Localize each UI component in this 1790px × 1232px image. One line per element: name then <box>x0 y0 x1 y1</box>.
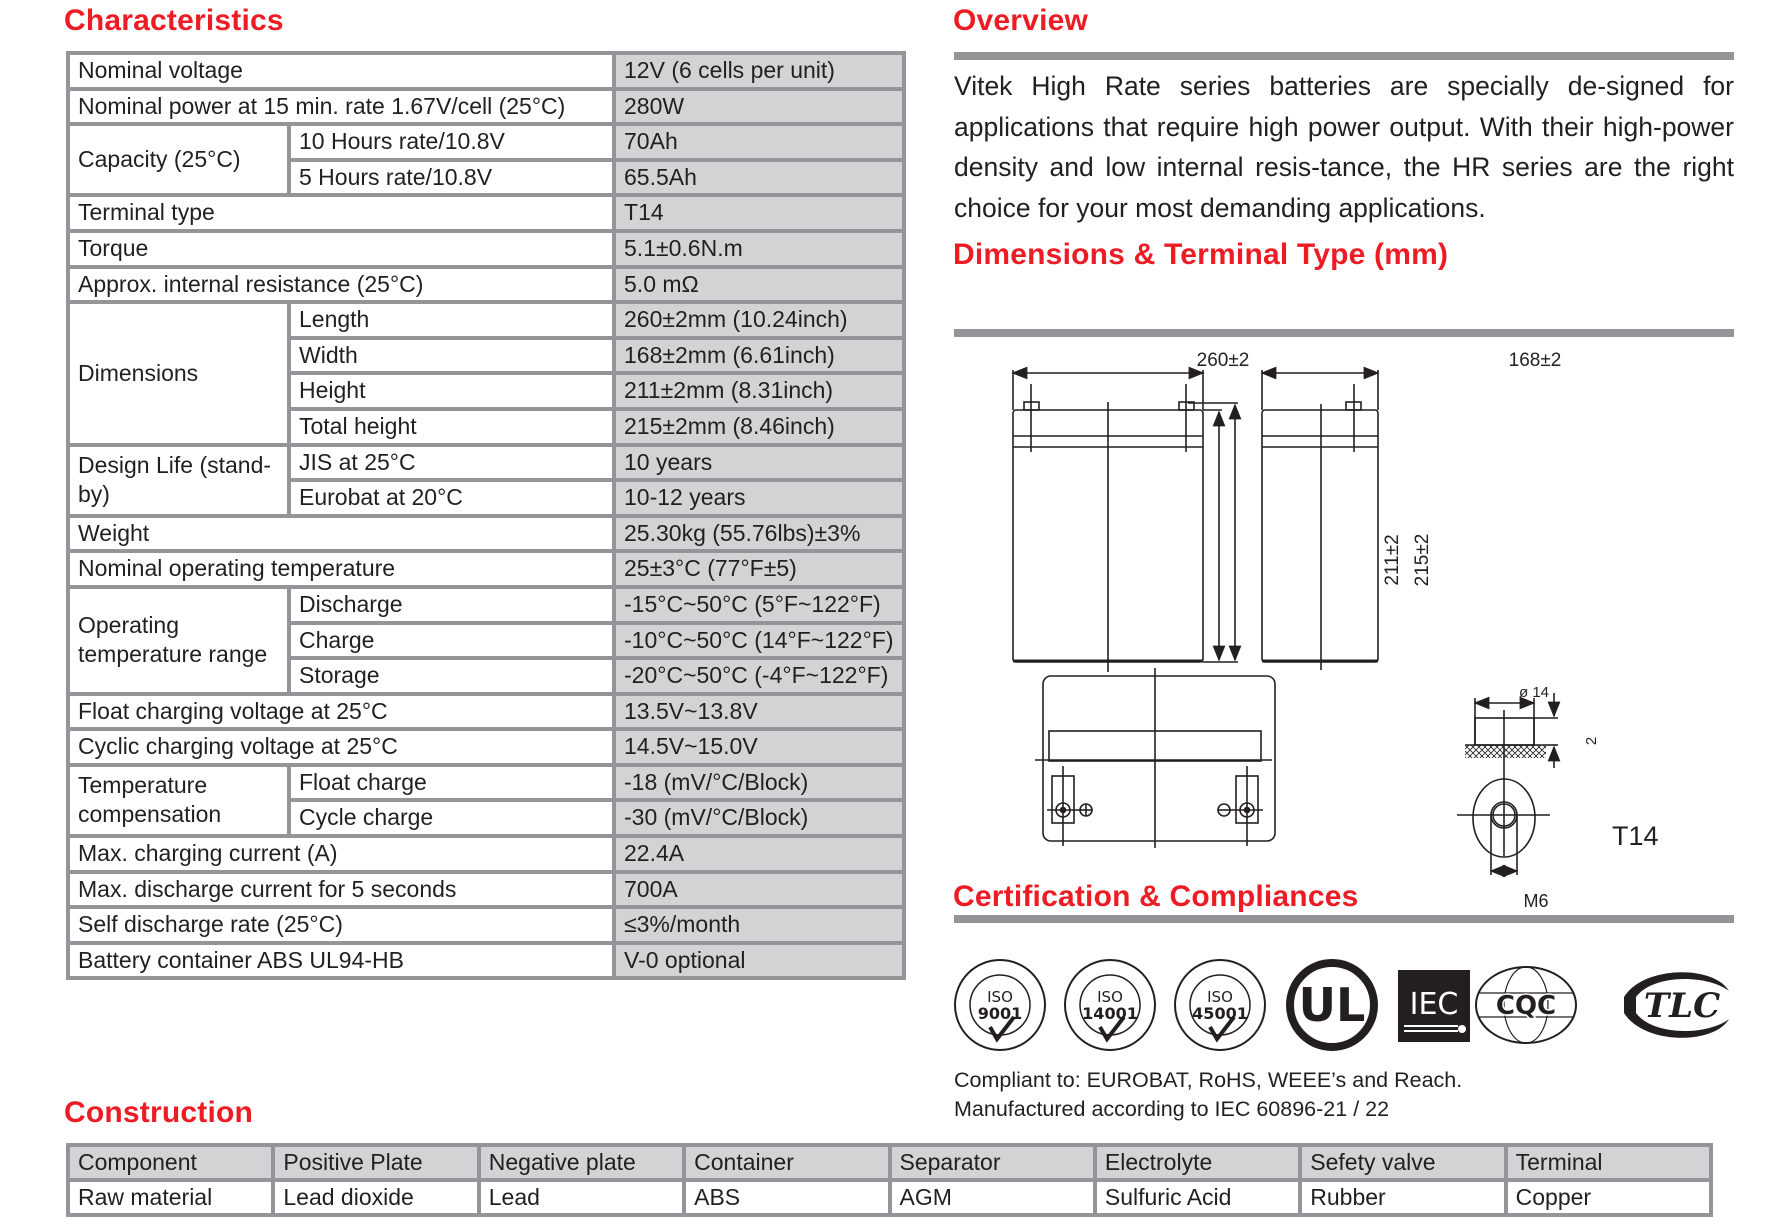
spec-value: -18 (mV/°C/Block) <box>614 765 904 801</box>
certification-logos <box>954 955 1734 1065</box>
spec-label: Nominal voltage <box>68 53 614 89</box>
spec-value: 25±3°C (77°F±5) <box>614 551 904 587</box>
thread-label: M6 <box>1523 891 1549 911</box>
spec-sublabel: Discharge <box>289 587 614 623</box>
spec-sublabel: Charge <box>289 623 614 659</box>
svg-text:ISO: ISO <box>1207 988 1233 1006</box>
certification-heading: Certification & Compliances <box>953 880 1359 913</box>
spec-value: 14.5V~15.0V <box>614 729 904 765</box>
spec-value: 211±2mm (8.31inch) <box>614 373 904 409</box>
spec-label: Max. discharge current for 5 seconds <box>68 872 614 908</box>
spec-sublabel: Total height <box>289 409 614 445</box>
spec-value: 12V (6 cells per unit) <box>614 53 904 89</box>
spec-label: Nominal power at 15 min. rate 1.67V/cell (25°C) <box>68 89 614 125</box>
spec-value: 168±2mm (6.61inch) <box>614 338 904 374</box>
height-dimension-label: 211±2 <box>1382 534 1403 586</box>
iec-logo <box>1398 970 1470 1042</box>
spec-sublabel: 10 Hours rate/10.8V <box>289 124 614 160</box>
spec-value: 5.0 mΩ <box>614 267 904 303</box>
cqc-logo <box>1476 967 1576 1043</box>
overview-paragraph: Vitek High Rate series batteries are specially de-signed for applications that require high power output. With their high-power density and low internal resis-tance, the HR series are the right choice for your most demanding applications. <box>954 71 1734 223</box>
terminal-detail <box>1457 693 1558 875</box>
ul-logo <box>1290 963 1374 1047</box>
table-header-row <box>68 1145 1711 1180</box>
characteristics-heading: Characteristics <box>64 4 284 37</box>
terminal-height-label: 2 <box>1583 736 1600 746</box>
table-cell: Sulfuric Acid <box>1095 1180 1300 1215</box>
column-header: Component <box>68 1145 273 1180</box>
table-cell: ABS <box>684 1180 889 1215</box>
column-header: Sefety valve <box>1300 1145 1505 1180</box>
compliant-line: Compliant to: EUROBAT, RoHS, WEEE’s and Reach. <box>954 1068 1463 1092</box>
svg-text:ISO: ISO <box>987 988 1013 1006</box>
width-dimension-label: 168±2 <box>1508 350 1562 371</box>
spec-sublabel: Width <box>289 338 614 374</box>
column-header: Separator <box>890 1145 1095 1180</box>
iso-14001-logo <box>1065 960 1155 1050</box>
spec-label: Max. charging current (A) <box>68 836 614 872</box>
iso-9001-logo <box>955 960 1045 1050</box>
table-row <box>68 943 904 979</box>
spec-sublabel: Float charge <box>289 765 614 801</box>
spec-label: Terminal type <box>68 195 614 231</box>
spec-value: 215±2mm (8.46inch) <box>614 409 904 445</box>
spec-label: Self discharge rate (25°C) <box>68 907 614 943</box>
svg-text:ISO: ISO <box>1097 988 1123 1006</box>
construction-heading: Construction <box>64 1096 254 1129</box>
spec-sublabel: Length <box>289 302 614 338</box>
spec-group-label: Temperature compensation <box>68 765 289 836</box>
iso-45001-logo <box>1175 960 1265 1050</box>
column-header: Terminal <box>1506 1145 1711 1180</box>
spec-label: Weight <box>68 516 614 552</box>
svg-text:45001: 45001 <box>1192 1004 1248 1023</box>
column-header: Container <box>684 1145 889 1180</box>
spec-value: 70Ah <box>614 124 904 160</box>
column-header: Positive Plate <box>273 1145 478 1180</box>
spec-label: Torque <box>68 231 614 267</box>
compliance-text <box>954 1066 1462 1123</box>
spec-group-label: Design Life (stand-by) <box>68 445 289 516</box>
spec-label: Approx. internal resistance (25°C) <box>68 267 614 303</box>
spec-value: ≤3%/month <box>614 907 904 943</box>
svg-text:IEC: IEC <box>1409 987 1459 1022</box>
column-header: Electrolyte <box>1095 1145 1300 1180</box>
spec-value: 280W <box>614 89 904 125</box>
spec-value: 5.1±0.6N.m <box>614 231 904 267</box>
spec-sublabel: Height <box>289 373 614 409</box>
terminal-type-label: T14 <box>1612 821 1659 851</box>
spec-value: -30 (mV/°C/Block) <box>614 800 904 836</box>
spec-value: 10-12 years <box>614 480 904 516</box>
spec-sublabel: Eurobat at 20°C <box>289 480 614 516</box>
table-row <box>68 1180 1711 1215</box>
overview-heading: Overview <box>953 4 1089 37</box>
spec-sublabel: Cycle charge <box>289 800 614 836</box>
spec-sublabel: 5 Hours rate/10.8V <box>289 160 614 196</box>
column-header: Negative plate <box>479 1145 684 1180</box>
svg-text:TLC: TLC <box>1643 986 1721 1026</box>
spec-value: 700A <box>614 872 904 908</box>
dimensions-heading: Dimensions & Terminal Type (mm) <box>953 238 1449 271</box>
certification-rule <box>954 915 1734 923</box>
spec-label: Float charging voltage at 25°C <box>68 694 614 730</box>
spec-value: V-0 optional <box>614 943 904 979</box>
table-cell: Lead <box>479 1180 684 1215</box>
manufactured-line: Manufactured according to IEC 60896-21 / 22 <box>954 1096 1390 1121</box>
svg-text:9001: 9001 <box>977 1004 1023 1023</box>
spec-group-label: Operating temperature range <box>68 587 289 694</box>
length-dimension-label: 260±2 <box>1196 350 1250 371</box>
spec-value: -10°C~50°C (14°F~122°F) <box>614 623 904 659</box>
spec-value: -20°C~50°C (-4°F~122°F) <box>614 658 904 694</box>
spec-value: -15°C~50°C (5°F~122°F) <box>614 587 904 623</box>
spec-value: T14 <box>614 195 904 231</box>
tlc-logo <box>1624 972 1729 1038</box>
spec-value: 65.5Ah <box>614 160 904 196</box>
spec-value: 10 years <box>614 445 904 481</box>
spec-group-label: Dimensions <box>68 302 289 444</box>
svg-text:14001: 14001 <box>1082 1004 1138 1023</box>
front-view <box>1013 370 1238 672</box>
total-height-dimension-label: 215±2 <box>1412 533 1433 587</box>
spec-label: Battery container ABS UL94-HB <box>68 943 614 979</box>
spec-label: Nominal operating temperature <box>68 551 614 587</box>
spec-label: Cyclic charging voltage at 25°C <box>68 729 614 765</box>
spec-value: 13.5V~13.8V <box>614 694 904 730</box>
top-view <box>1035 668 1275 848</box>
spec-sublabel: JIS at 25°C <box>289 445 614 481</box>
spec-group-label: Capacity (25°C) <box>68 124 289 195</box>
svg-text:CQC: CQC <box>1495 991 1557 1021</box>
svg-text:UL: UL <box>1298 978 1366 1032</box>
table-cell: Rubber <box>1300 1180 1505 1215</box>
spec-value: 22.4A <box>614 836 904 872</box>
terminal-diameter-label: ø 14 <box>1518 684 1550 701</box>
table-cell: Lead dioxide <box>273 1180 478 1215</box>
construction-table <box>66 1143 1713 1217</box>
table-cell: Raw material <box>68 1180 273 1215</box>
spec-sublabel: Storage <box>289 658 614 694</box>
spec-value: 260±2mm (10.24inch) <box>614 302 904 338</box>
side-view <box>1262 370 1378 670</box>
spec-value: 25.30kg (55.76lbs)±3% <box>614 516 904 552</box>
table-cell: AGM <box>890 1180 1095 1215</box>
table-cell: Copper <box>1506 1180 1711 1215</box>
